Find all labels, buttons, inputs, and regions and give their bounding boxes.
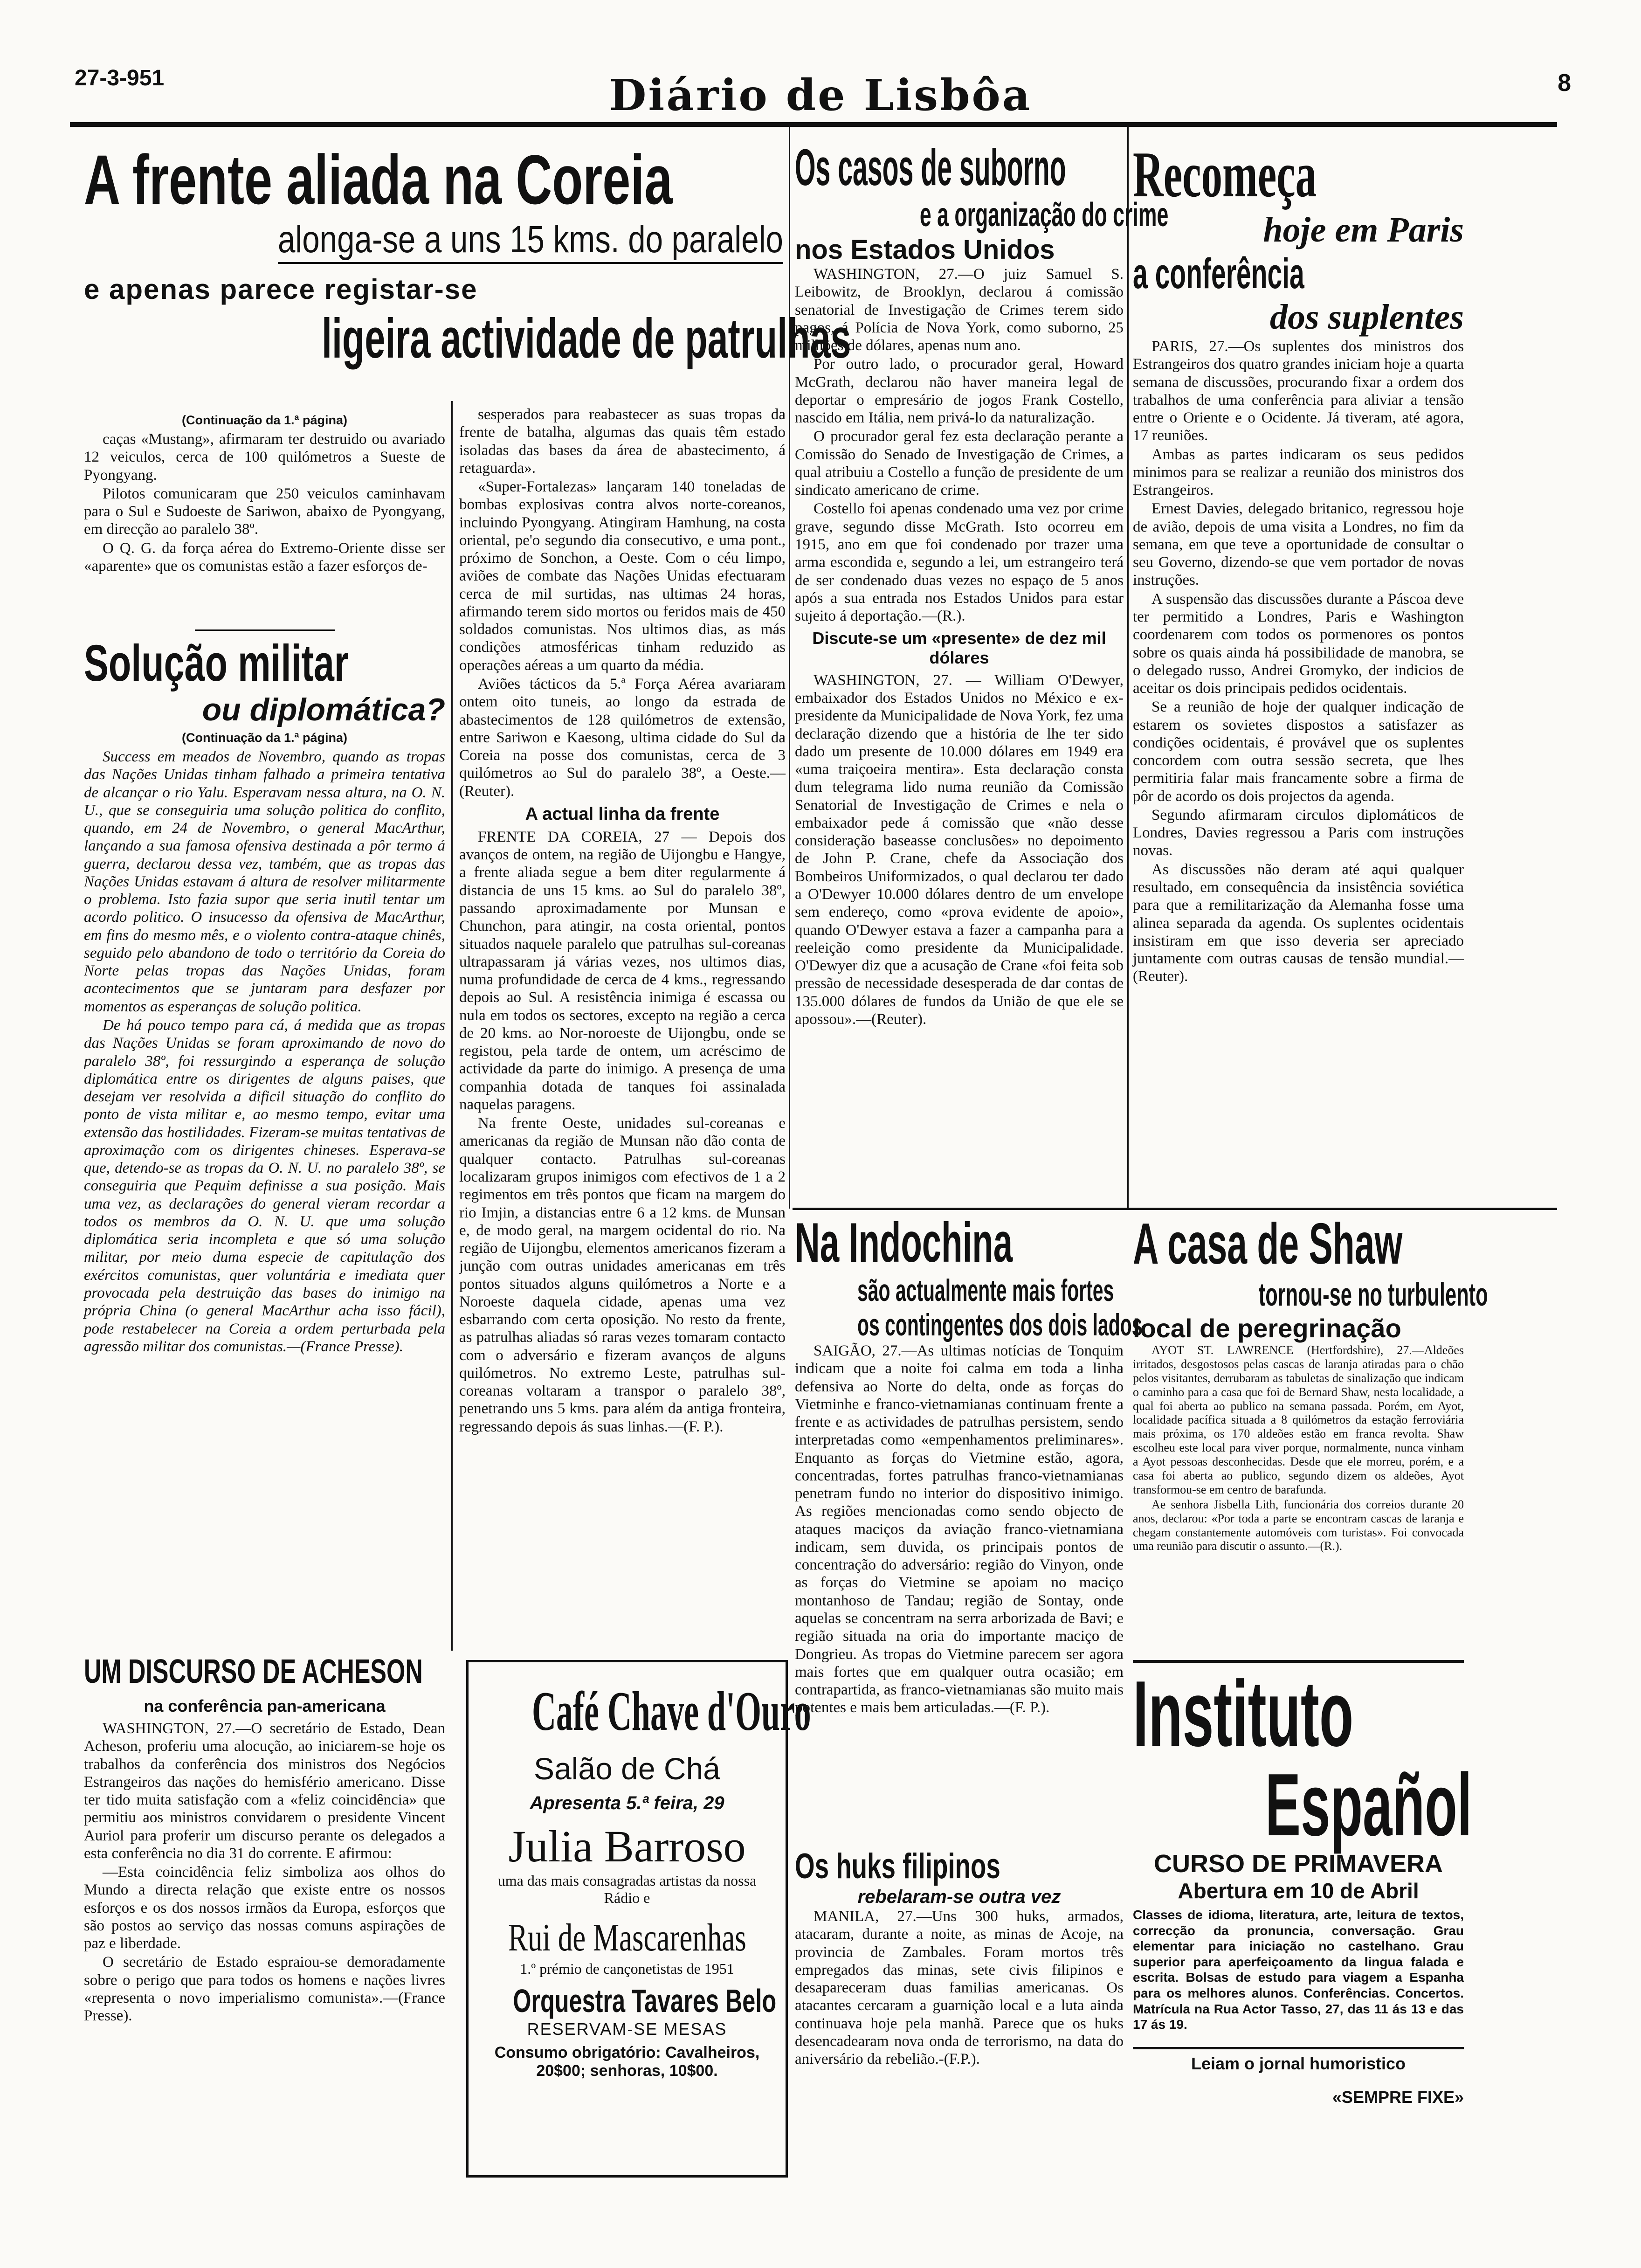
column-divider	[451, 401, 453, 1651]
sempre-line-1: Leiam o jornal humoristico	[1191, 2054, 1406, 2073]
coreia-paragraph: «Super-Fortalezas» lançaram 140 toneladas de bombas explosivas contra alvos norte-coreanos, incluindo Pyongyang. Atingiram Hamhung, na costa oriental, pe'o segundo dia consecutivo, e uma pont., próximo de Sonchon, a Oeste. Com o céu limpo, aviões de combate das Nações Unidas efectuaram cerca de mil surtidas, nas ultimas 24 horas, afirmando terem sido mortos ou feridos mais de 450 soldados comunistas. Nos ultimos dias, as más condições atmosféricas tinham reduzido as operações aéreas a um quarto da média.	[459, 478, 786, 674]
acheson-subheadline: na conferência pan-americana	[144, 1696, 386, 1715]
paris-paragraph: Ernest Davies, delegado britanico, regressou hoje de avião, depois de uma visita a Londres, no fim da semana, em que teve a oportunidade de consultar o seu Governo, dizendo-se que vem portador de novas instruções.	[1133, 500, 1464, 589]
acheson-paragraph: O secretário de Estado espraiou-se demoradamente sobre o perigo que para todos os homens e nações livres «representa o novo imperialismo comunista».—(France Presse).	[84, 1954, 445, 2025]
paris-paragraph: Segundo afirmaram circulos diplomáticos de Londres, Davies regressou a Paris com instruções novas.	[1133, 806, 1464, 859]
indochina-paragraph: SAIGÃO, 27.—As ultimas notícias de Tonquim indicam que a noite foi calma em toda a linha defensiva ao Norte do delta, onde as forças do Vietminhe e franco-vietnamianas continuam frente a frente e as actividades de patrulhas persistem, sendo interpretadas como «empenhamentos preliminares». Enquanto as forças do Vietmine estão, agora, concentradas, fortes patrulhas franco-vietnamianas penetram fundo no interior do dispositivo inimigo. As regiões mencionadas como sendo objecto de ataques maciços da aviação franco-vietnamiana indicam, sem duvida, os principais pontos de concentração do adversário: região do Vinyon, onde as forças do Vietmine se apoiam no maciço montanhoso de Tandau; região de Sontay, onde aquelas se concentram na serra arborizada de Bavi; e região situada na oria do importante maciço de Dongrieu. As tropas do Vietmine parecem ser agora mais fortes que em qualquer outra ocasião; em contrapartida, as franco-vietnamianas são muito mais potentes e mais bem articuladas.—(F. P.).	[795, 1342, 1124, 1716]
cafe-artist-1: Julia Barroso	[508, 1821, 746, 1871]
indochina-deck-1: são actualmente mais fortes	[857, 1273, 1114, 1307]
suborno-article	[795, 139, 1169, 1203]
paris-deck-1: hoje em Paris	[1263, 210, 1464, 249]
suborno-paragraph: WASHINGTON, 27.—O juiz Samuel S. Leibowitz, de Brooklyn, declarou á comissão senatorial de Investigação de Crimes terem sido pagos, á Polícia de Nova York, como suborno, 25 milhões de dólares, apenas num ano.	[795, 266, 1124, 354]
paris-deck-2: a conferência	[1133, 250, 1304, 297]
suborno-deck-2: nos Estados Unidos	[795, 235, 1055, 265]
cafe-reserve: RESERVAM-SE MESAS	[527, 2019, 727, 2039]
paris-paragraph: Ambas as partes indicaram os seus pedidos minimos para se realizar a reunião dos ministros dos Estrangeiros.	[1133, 446, 1464, 499]
sempre-line-2: «SEMPRE FIXE»	[1332, 2088, 1464, 2107]
solucao-continuation: (Continuação da 1.ª página)	[181, 731, 348, 745]
suborno-subhead: Discute-se um «presente» de dez mil dólares	[812, 629, 1106, 668]
coreia-deck-3: ligeira actividade de patrulhas	[321, 307, 851, 370]
instituto-text: Classes de idioma, literatura, arte, leitura de textos, correcção da pronuncia, conversação. Grau elementar para iniciação no castelhano. Grau superior para aperfeiçoamento da lingua falada e escrita. Bolsas de estudo para viagem a Espanha para os melhores alunos. Conferências. Concertos. Matrícula na Rua Actor Tasso, 27, das 11 ás 13 e das 17 ás 19.	[1133, 1908, 1464, 2032]
coreia-headline-block	[84, 140, 851, 410]
acheson-paragraph: —Esta coincidência feliz simboliza aos olhos do Mundo a directa relação que existe entre os nossos esforços e os dos nossos irmãos da Europa, esforços que são postos ao serviço das nossas comuns aspirações de paz e liberdade.	[84, 1864, 445, 1952]
shaw-deck-1: tornou-se no turbulento	[1258, 1276, 1488, 1313]
suborno-paragraph: WASHINGTON, 27. — William O'Dewyer, embaixador dos Estados Unidos no México e ex-presidente da Municipalidade de Nova York, fez uma declaração dizendo que a história de lhe ter sido dado um presente de 10.000 dólares em 1949 era «uma traiçoeira mentira». Esta declaração consta dum telegrama lido numa reunião da Comissão Senatorial de Investigação de Crimes e nela o embaixador pede á comissão que «não desse consideração baseasse conclusões» no depoimento de John P. Crane, chefe da Associação dos Bombeiros Uniformizados, o qual declarou ter dado a O'Dewyer 10.000 dólares dentro de um envelope sem endereço, como «prova evidente de apoio», quando O'Dewyer estava a fazer a campanha para a reeleição como presidente da Municipalidade. O'Dewyer diz que a acusação de Crane «foi feita sob pressão de necessidade desesperada de dar contas de 135.000 dólares de fundos da União de que ele se apossou».—(Reuter).	[795, 671, 1124, 1028]
huks-paragraph: MANILA, 27.—Uns 300 huks, armados, atacaram, durante a noite, as minas de Acoje, na provincia de Zambales. Foram mortos três empregados das minas, sete civis filipinos e desapareceram duas familias americanas. Os atacantes cercaram a guarnição local e a luta ainda continuava hoje pela manhã. Parece que os huks desencadearam nova onda de terrorismo, na data do aniversário da rebelião.-(F.P.).	[795, 1908, 1124, 2068]
coreia-paragraph: Na frente Oeste, unidades sul-coreanas e americanas da região de Munsan não dão conta de qualquer contacto. Patrulhas sul-coreanas localizaram grupos inimigos com efectivos de 1 a 2 regimentos em três pontos que ficam na margem do rio Imjin, a distancias entre 6 a 12 kms. de Munsan e, de modo geral, na margem ocidental do rio. Na região de Uijongbu, elementos americanos fizeram a junção com outras unidades americanas em três pontos situados alguns quilómetros a Norte e a Noroeste daquela cidade, apenas uma vez esbarrando com certa oposição. No resto da frente, as patrulhas aliadas só raras vezes tomaram contacto com o adversário e fizeram avanços de alguns quilómetros. No extremo Leste, patrulhas sul-coreanas voltaram a transpor o paralelo 38º, penetrando uns 5 kms. para além da antiga fronteira, regressando depois ás suas linhas.—(F. P.).	[459, 1115, 786, 1435]
instituto-abertura: Abertura em 10 de Abril	[1178, 1879, 1419, 1903]
coreia-subhead: A actual linha da frente	[525, 804, 720, 824]
coreia-col-1	[84, 410, 445, 625]
paris-paragraph: PARIS, 27.—Os suplentes dos ministros dos Estrangeiros dos quatro grandes iniciam hoje a quarta semana de discussões, procurando fixar a ordem dos trabalhos de uma conferência para aliviar a tensão entre o Oriente e o Ocidente. Já tiveram, até agora, 17 reuniões.	[1133, 338, 1464, 444]
shaw-paragraph: Ae senhora Jisbella Lith, funcionária dos correios durante 20 anos, declarou: «Por toda a parte se encontram cascas de laranja e chegam constantemente automóveis com turistas». Foi convocada uma reunião para discutir o assunto.—(R.).	[1133, 1497, 1464, 1553]
cafe-advertisement	[466, 1660, 811, 2178]
cafe-artist-1-desc: uma das mais consagradas artistas da nossa Rádio e	[497, 1872, 757, 1906]
cafe-salao: Salão de Chá	[534, 1751, 720, 1786]
huks-article	[795, 1846, 1124, 2187]
suborno-headline: Os casos de suborno	[795, 139, 1066, 196]
instituto-name-2: Español	[1265, 1756, 1472, 1854]
shaw-deck-2: local de peregrinação	[1133, 1314, 1401, 1343]
shaw-headline: A casa de Shaw	[1133, 1212, 1403, 1276]
newspaper-title: Diário de Lisbôa	[609, 70, 1032, 120]
paris-deck-3: dos suplentes	[1270, 297, 1464, 337]
instituto-advertisement	[1133, 1660, 1472, 2042]
huks-subheadline: rebelaram-se outra vez	[857, 1887, 1061, 1907]
solucao-paragraph: Success em meados de Novembro, quando as tropas das Nações Unidas tinham falhado a primeira tentativa de alcançar o rio Yalu. Esperavam nessa altura, na O. N. U., que se conseguiria uma solução politica do conflito, quando, em 24 de Novembro, o general MacArthur, lançando a sua famosa ofensiva destinada a pôr termo á guerra, declarou dessa vez, também, que as tropas das Nações Unidas estavam á altura de resolver militarmente o problema. Isto fazia supor que seria inutil tentar um acordo politico. O insucesso da ofensiva de MacArthur, em fins do mesmo mês, e o violento contra-ataque chinês, seguido pelo abandono de todo o território da Coreia do Norte pelas tropas das Nações Unidas, foram acontecimentos que se juntaram para desfazer por momentos as esperanças de solução politica.	[84, 748, 445, 1015]
solucao-paragraph: De há pouco tempo para cá, á medida que as tropas das Nações Unidas se foram aproximando de novo do paralelo 38º, foi ressurgindo a esperança de solução diplomática entre os dirigentes de alguns paises, que desejam ver resolvida a dificil situação do conflito do ponto de vista militar e, ao mesmo tempo, evitar uma extensão das hostilidades. Fizeram-se muitas tentativas de aproximação com os dirigentes chineses. Esperava-se que, detendo-se as tropas da O. N. U. no paralelo 38º, se conseguiria que Pequim definisse a sua posição. Mais uma vez, as declarações do general vieram recordar a todos os membros da O. N. U. que uma solução diplomática seria incompleta e que só uma solução militar, por meio duma especie de capitulação dos exércitos comunistas, quer voluntária e imediata quer provocada pela destruição das bases do inimigo na própria China (o general MacArthur acha isso fácil), pode restabelecer na Coreia a ordem perturbada pela agressão militar dos comunistas.—(France Presse).	[84, 1016, 445, 1355]
cafe-apresenta: Apresenta 5.ª feira, 29	[530, 1793, 724, 1813]
indochina-deck-2: os contingentes dos dois lados	[857, 1307, 1143, 1342]
suborno-paragraph: Por outro lado, o procurador geral, Howard McGrath, declarou não haver maneira legal de deportar o empresário de jogos Frank Costello, nascido em Itália, nem privá-lo da naturalização.	[795, 356, 1124, 427]
acheson-headline: UM DISCURSO DE ACHESON	[84, 1653, 423, 1690]
acheson-article	[84, 1651, 445, 2187]
coreia-paragraph: Aviões tácticos da 5.ª Força Aérea avariaram ontem oito tuneis, ao longo da estrada de abastecimentos de 128 quilómetros de extensão, entre Sariwon e Kaesong, ultima cidade do Sul da Coreia na posse dos comunistas, cerca de 3 quilómetros ao Sul do paralelo 38º, a Oeste.—(Reuter).	[459, 675, 786, 800]
solucao-article	[84, 629, 445, 1641]
acheson-paragraph: WASHINGTON, 27.—O secretário de Estado, Dean Acheson, proferiu uma alocução, ao iniciarem-se hoje os trabalhos da conferência dos ministros dos Negócios Estrangeiros das nações do hemisfério americano. Disse ter tido muita satisfação com a «feliz coincidência» que permitiu aos ministros convidarem o presidente Vincent Auriol para proferir um discurso perante os delegados a esta conferência no dia 31 do corrente. E afirmou:	[84, 1720, 445, 1862]
shaw-paragraph: AYOT ST. LAWRENCE (Hertfordshire), 27.—Aldeões irritados, desgostosos pelas cascas de laranja atiradas para o chão pelos visitantes, derrubaram as tabuletas de sinalização que indicam o caminho para a casa que foi de Bernard Shaw, nesta localidade, a qual foi aberta ao publico na semana passada. Porém, em Ayot, localidade pacífica situada a 8 quilómetros da estação ferroviária mais próxima, os 170 aldeões estão em franca revolta. Shaw escolheu este local para viver porque, normalmente, nunca vinham a Ayot pessoas desconhecidas. Desde que ele morreu, porém, e a casa foi aberta ao publico, segundo dizem os aldeões, Ayot transformou-se em centro de barafunda.	[1133, 1343, 1464, 1496]
coreia-headline: A frente aliada na Coreia	[84, 140, 673, 219]
paris-paragraph: As discussões não deram até aqui qualquer resultado, em consequência da insistência soviética para que a remilitarização da Alemanha fosse uma alinea separada da agenda. Os suplentes ocidentais insistiram em que isso deveria ser apreciado juntamente com outras causas de tensão mundial.—(Reuter).	[1133, 861, 1464, 985]
paris-article	[1133, 140, 1464, 1203]
coreia-continuation: (Continuação da 1.ª página)	[181, 413, 348, 427]
coreia-deck-1: alonga-se a uns 15 kms. do paralelo	[278, 217, 783, 264]
instituto-curso: CURSO DE PRIMAVERA	[1153, 1850, 1443, 1878]
paris-headline: Recomeça	[1133, 138, 1317, 211]
page-number: 8	[1558, 69, 1571, 97]
coreia-paragraph: sesperados para reabastecer as suas tropas da frente de batalha, algumas das quais têm estado isoladas das bases da área de abastecimento, á retaguarda».	[459, 406, 786, 477]
masthead-rule	[70, 122, 1557, 127]
coreia-paragraph: Pilotos comunicaram que 250 veiculos caminhavam para o Sul e Sudoeste de Sariwon, abaixo de Pyongyang, em direcção ao paralelo 38º.	[84, 485, 445, 538]
sempre-fixe-notice	[1133, 2047, 1464, 2187]
cafe-artist-2-desc: 1.º prémio de cançonetistas de 1951	[520, 1960, 734, 1977]
cafe-artist-2: Rui de Mascarenhas	[508, 1916, 746, 1959]
section-rule	[793, 1208, 1557, 1210]
suborno-deck-1: e a organização do crime	[919, 196, 1169, 234]
paris-paragraph: Se a reunião de hoje der qualquer indicação de estarem os sovietes dispostos a satisfazer as condições ocidentais, é provável que os suplentes concordem com outra sessão secreta, que lhes permitiria falar mais francamente sobre a firma de pôr de acordo os dois projectos da agenda.	[1133, 698, 1464, 805]
coreia-deck-2: e apenas parece registar-se	[84, 274, 478, 305]
masthead	[0, 0, 1641, 131]
solucao-headline: Solução militar	[84, 635, 349, 692]
cafe-name: Café Chave d'Ouro	[532, 1680, 811, 1742]
coreia-paragraph: FRENTE DA COREIA, 27 — Depois dos avanços de ontem, na região de Uijongbu e Hangye, a frente aliada segue a bem diter regularmente á distancia de uns 15 kms. ao Sul do paralelo 38º, passando aproximadamente por Munsan e Chunchon, para atingir, na costa oriental, pontos situados naquele paralelo que patrulhas sul-coreanas ultrapassaram já várias vezes, nos ultimos dias, numa profundidade de cerca de 4 kms., regressando depois ao Sul. A resistência inimiga é escassa ou nula em todos os sectores, excepto na região a cerca de 20 kms. ao Nor-noroeste de Uijongbu, onde se registou, pela tarde de ontem, um acréscimo de actividade da parte do inimigo. A presença de uma companhia dotada de tanques foi assinalada naquelas paragens.	[459, 828, 786, 1113]
huks-headline: Os huks filipinos	[795, 1846, 1000, 1886]
suborno-paragraph: O procurador geral fez esta declaração perante a Comissão do Senado de Investigação de Crimes, a qual atribuiu a Costello a função de presidente de um sindicato americano de crime.	[795, 428, 1124, 499]
coreia-paragraph: caças «Mustang», afirmaram ter destruido ou avariado 12 veiculos, cerca de 100 quilómetros a Sueste de Pyongyang.	[84, 431, 445, 484]
issue-date: 27-3-951	[75, 66, 165, 90]
cafe-orchestra: Orquestra Tavares Belo	[513, 1983, 777, 2019]
column-divider	[789, 127, 790, 1209]
indochina-headline: Na Indochina	[795, 1211, 1013, 1274]
shaw-article	[1133, 1212, 1488, 1655]
cafe-consumo: Consumo obrigatório: Cavalheiros, 20$00; senhoras, 10$00.	[494, 2044, 760, 2080]
coreia-col-2	[459, 406, 786, 1646]
indochina-article	[795, 1211, 1143, 1842]
column-divider	[1127, 127, 1129, 1209]
coreia-paragraph: O Q. G. da força aérea do Extremo-Oriente disse ser «aparente» que os comunistas estão a fazer esforços de-	[84, 539, 445, 574]
solucao-subheadline: ou diplomática?	[202, 692, 445, 727]
paris-paragraph: A suspensão das discussões durante a Páscoa deve ter permitido a Londres, Paris e Washington coordenarem com todos os pormenores os pontos sobre os quais ainda há possibilidade de manobra, se o delegado russo, Andrei Gromyko, der indicios de aceitar os dois principais pedidos ocidentais.	[1133, 590, 1464, 697]
instituto-name-1: Instituto	[1133, 1662, 1354, 1766]
suborno-paragraph: Costello foi apenas condenado uma vez por crime grave, segundo disse McGrath. Isto ocorreu em 1915, ano em que foi condenado por trazer uma arma escondida e, segundo a lei, um estrangeiro terá de ser condenado duas vezes no espaço de 5 anos após a sua entrada nos Estados Unidos para estar sujeito á deportação.—(R.).	[795, 500, 1124, 625]
